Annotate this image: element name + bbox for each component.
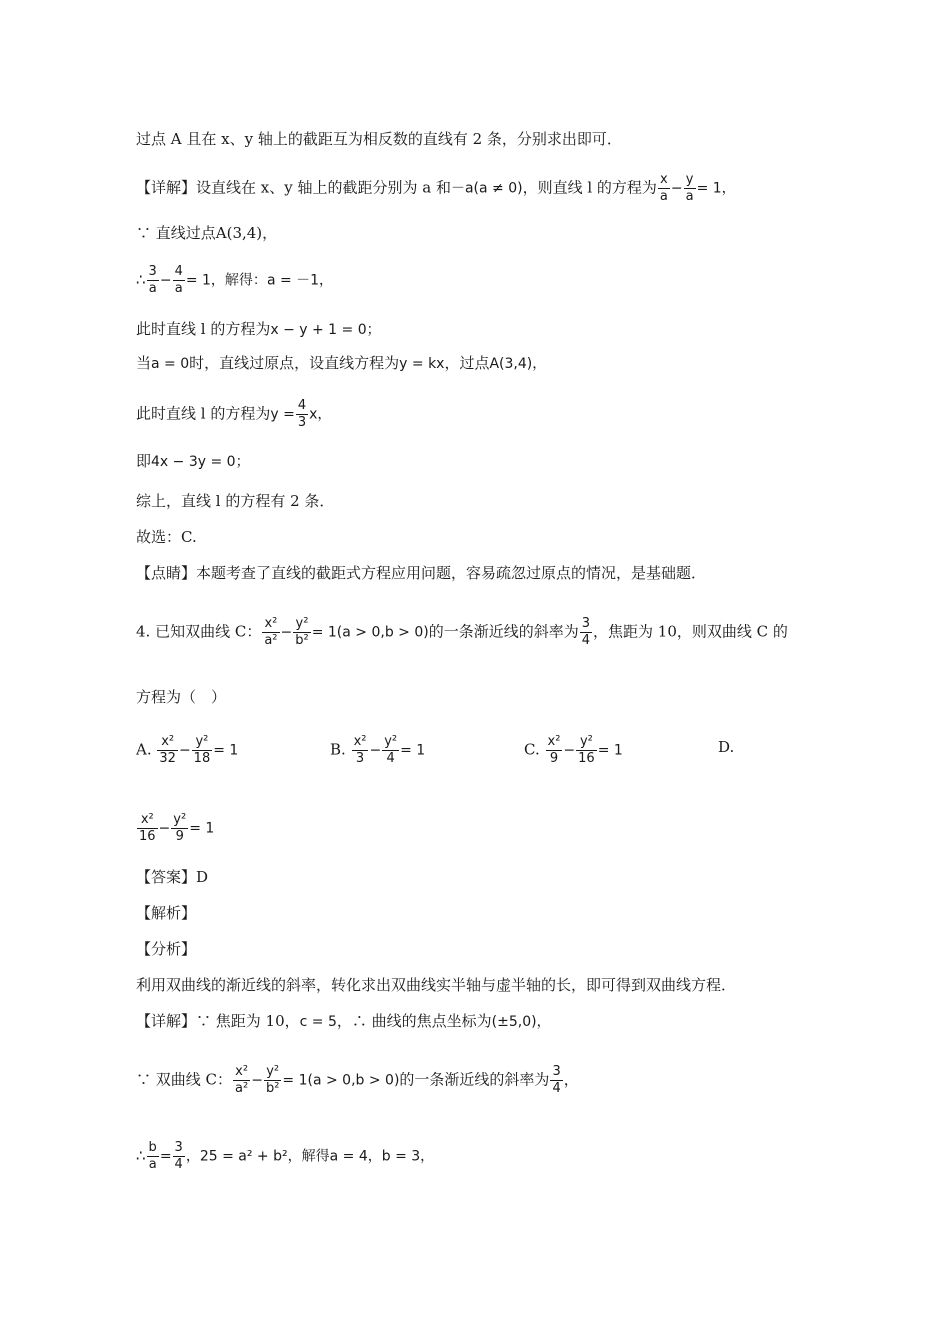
fraction: $\frac{\text{y²}}{9}$	[173, 812, 187, 844]
fraction: $\frac{3}{4}$	[581, 616, 591, 648]
fenxi-text: 利用双曲线的渐近线的斜率，转化求出双曲线实半轴与虚半轴的长，即可得到双曲线方程．	[136, 976, 737, 994]
text-line-2: 【详解】设直线在 x、y 轴上的截距分别为 a 和－a(a ≠ 0)，则直线 l 的方程为 $\frac{x}{a}$ − $\frac{y}{a}$ = 1，	[136, 172, 736, 204]
detail-line-2: ∵ 双曲线 C： $\frac{\text{x²}}{\text{a²}}$ − $\frac{\text{y²}}{\text{b²}}$ = 1(a > 0,b > 0)的一条渐近线的斜率为 $\frac{3}{4}$ ，	[136, 1064, 579, 1096]
fraction: $\frac{\text{y²}}{\text{b²}}$	[295, 616, 309, 648]
fraction: $\frac{3}{a}$	[148, 264, 157, 296]
fraction: $\frac{\text{y²}}{18}$	[193, 734, 211, 766]
text-line-11: 【点睛】本题考查了直线的截距式方程应用问题，容易疏忽过原点的情况，是基础题．	[136, 564, 707, 582]
fraction: $\frac{\text{x²}}{32}$	[159, 734, 176, 766]
fraction: $\frac{\text{y²}}{4}$	[384, 734, 398, 766]
answer: 【答案】D	[136, 868, 209, 886]
question-4-line-2: 方程为（ ）	[136, 688, 227, 706]
fraction: $\frac{3}{4}$	[174, 1140, 183, 1172]
fraction: $\frac{3}{4}$	[552, 1064, 561, 1096]
fraction: $\frac{x}{a}$	[659, 172, 668, 204]
text-line-5: 此时直线 l 的方程为x − y + 1 = 0；	[136, 320, 381, 338]
text-line-3: ∵ 直线过点A(3,4)，	[136, 224, 278, 242]
detail-line-3: ∴ $\frac{b}{a}$ = $\frac{3}{4}$ ，25 = a² + b²，解得a = 4，b = 3，	[136, 1140, 435, 1172]
analysis-heading: 【解析】	[136, 904, 197, 922]
text-line-4: ∴ $\frac{3}{a}$ − $\frac{4}{a}$ = 1，解得：a = －1，	[136, 264, 334, 296]
text-line-10: 故选：C.	[136, 528, 197, 546]
option-d-label[interactable]: D.	[718, 738, 735, 756]
option-c[interactable]: C. $\frac{\text{x²}}{9}$ − $\frac{\text{y²}}{16}$ = 1	[524, 734, 623, 766]
text-line-1: 过点 A 且在 x、y 轴上的截距互为相反数的直线有 2 条，分别求出即可．	[136, 130, 622, 148]
fraction: $\frac{\text{x²}}{\text{a²}}$	[235, 1064, 249, 1096]
fraction: $\frac{\text{x²}}{3}$	[353, 734, 367, 766]
option-b[interactable]: B. $\frac{\text{x²}}{3}$ − $\frac{\text{y²}}{4}$ = 1	[330, 734, 426, 766]
fraction: $\frac{\text{x²}}{9}$	[547, 734, 561, 766]
option-a[interactable]: A. $\frac{\text{x²}}{32}$ − $\frac{\text{y²}}{18}$ = 1	[136, 734, 239, 766]
detail-line-1: 【详解】∵ 焦距为 10，c = 5，∴ 曲线的焦点坐标为(±5,0)，	[136, 1012, 551, 1030]
fraction: $\frac{\text{x²}}{16}$	[139, 812, 156, 844]
option-d[interactable]: $\frac{\text{x²}}{16}$ − $\frac{\text{y²}}{9}$ = 1	[139, 812, 215, 844]
text-line-8: 即4x − 3y = 0；	[136, 452, 250, 470]
text-line-6: 当a = 0时，直线过原点，设直线方程为y = kx，过点A(3,4)，	[136, 354, 547, 372]
fraction: $\frac{b}{a}$	[148, 1140, 157, 1172]
question-4: 4. 已知双曲线 C： $\frac{\text{x²}}{\text{a²}}$ − $\frac{\text{y²}}{\text{b²}}$ = 1(a > 0,b > 0)的一条渐近线的斜率为 $\frac{3}{4}$ ，焦距为 10，则双曲线 C 的	[136, 616, 788, 648]
fraction: $\frac{\text{y²}}{16}$	[578, 734, 595, 766]
text-line-7: 此时直线 l 的方程为y = $\frac{4}{3}$ x，	[136, 398, 332, 430]
fenxi-heading: 【分析】	[136, 940, 197, 958]
fraction: $\frac{\text{y²}}{\text{b²}}$	[265, 1064, 280, 1096]
fraction: $\frac{4}{a}$	[174, 264, 183, 296]
fraction: $\frac{\text{x²}}{\text{a²}}$	[264, 616, 278, 648]
text-line-9: 综上，直线 l 的方程有 2 条．	[136, 492, 335, 510]
fraction: $\frac{4}{3}$	[297, 398, 307, 430]
fraction: $\frac{y}{a}$	[685, 172, 694, 204]
